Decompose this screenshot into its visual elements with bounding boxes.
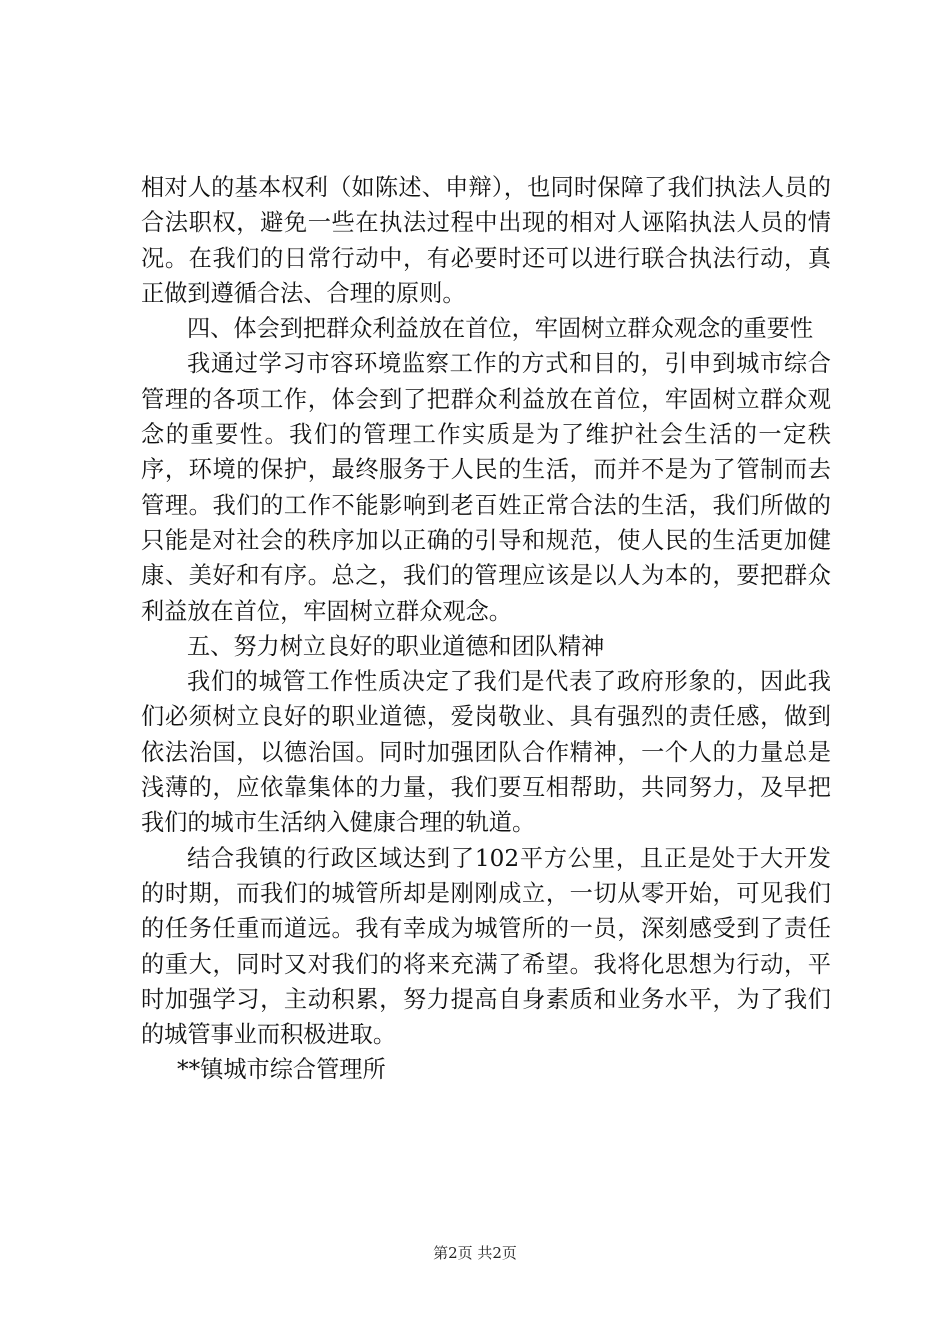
page-number: 第2页 共2页 (433, 1244, 517, 1262)
page-footer (0, 1243, 950, 1263)
section-heading-five: 五、努力树立良好的职业道德和团队精神 (187, 632, 605, 660)
paragraph-continuation: 相对人的基本权利（如陈述、申辩），也同时保障了我们执法人员的合法职权，避免一些在执法过程中出现的相对人诬陷执法人员的情况。在我们的日常行动中，有必要时还可以进行联合执法行动，真正做到遵循合法、合理的原则。 (141, 174, 831, 307)
signature: **镇城市综合管理所 (177, 1056, 386, 1084)
paragraph-conclusion: 结合我镇的行政区域达到了102平方公里，且正是处于大开发的时期，而我们的城管所却是刚刚成立，一切从零开始，可见我们的任务任重而道远。我有幸成为城管所的一员，深刻感受到了责任的重大，同时又对我们的将来充满了希望。我将化思想为行动，平时加强学习，主动积累，努力提高自身素质和业务水平，为了我们的城管事业而积极进取。 (141, 844, 831, 1049)
paragraph-people-first: 我通过学习市容环境监察工作的方式和目的，引申到城市综合管理的各项工作，体会到了把群众利益放在首位，牢固树立群众观念的重要性。我们的管理工作实质是为了维护社会生活的一定秩序，环境的保护，最终服务于人民的生活，而并不是为了管制而去管理。我们的工作不能影响到老百姓正常合法的生活，我们所做的只能是对社会的秩序加以正确的引导和规范，使人民的生活更加健康、美好和有序。总之，我们的管理应该是以人为本的，要把群众利益放在首位，牢固树立群众观念。 (141, 350, 831, 625)
section-heading-four: 四、体会到把群众利益放在首位，牢固树立群众观念的重要性 (187, 315, 814, 343)
document-body (141, 170, 831, 1088)
paragraph-professional-ethics: 我们的城管工作性质决定了我们是代表了政府形象的，因此我们必须树立良好的职业道德，爱岗敬业、具有强烈的责任感，做到依法治国，以德治国。同时加强团队合作精神，一个人的力量总是浅薄的，应依靠集体的力量，我们要互相帮助，共同努力，及早把我们的城市生活纳入健康合理的轨道。 (141, 668, 831, 837)
